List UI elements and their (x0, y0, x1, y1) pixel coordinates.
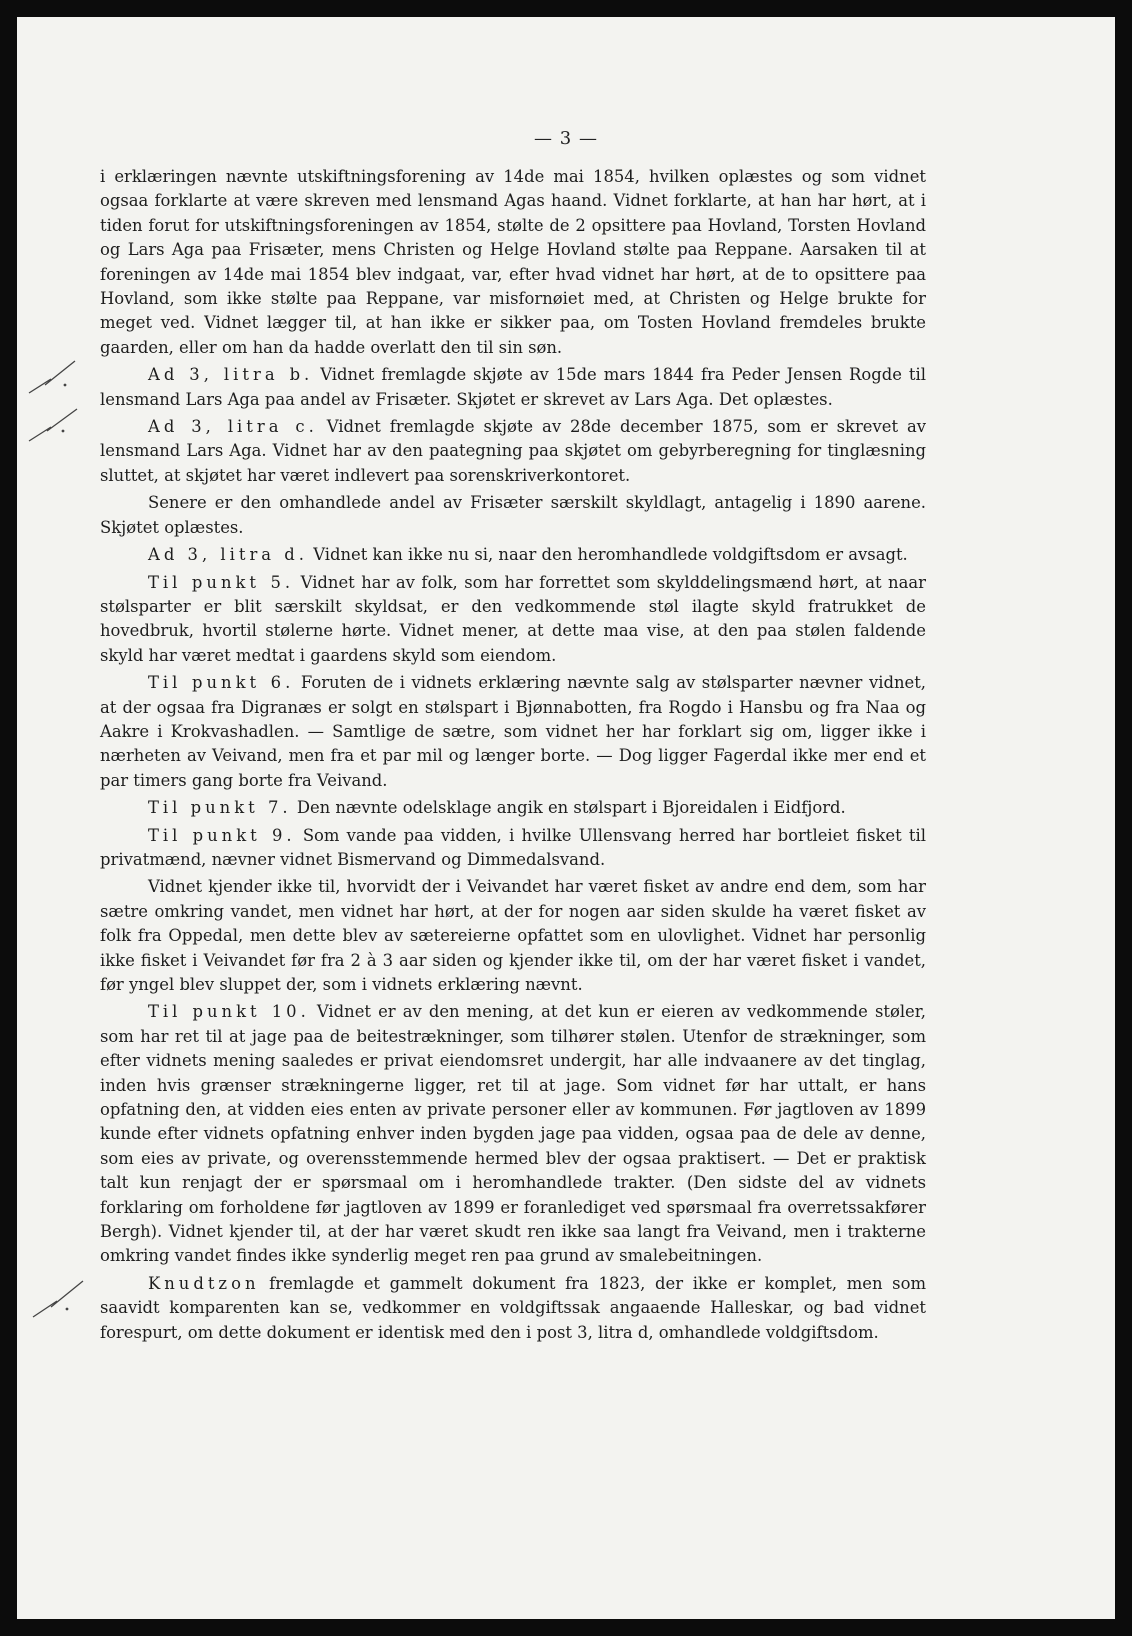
paragraph-lead: Ad 3, litra c. (148, 417, 318, 437)
paragraph-lead: Til punkt 9. (148, 825, 296, 845)
paragraph-text: Foruten de i vidnets erklæring nævnte salg av stølsparter nævner vidnet, at der ogsaa fra Digranæs er solgt en stølspart i Bjønnabotten, fra Rogdo i Hansbu og fra Naa og Aakre i Krokvashadlen. — Samtlige de sætre, som vidnet her har forklart sig om, ligger ikke i nærheten av Veivand, men fra et par mil og længer borte. — Dog ligger Fagerdal ikke mer end et par timers gang borte fra Veivand. (100, 673, 926, 790)
paragraph-4 (100, 491, 926, 540)
paragraph-text: Vidnet kjender ikke til, hvorvidt der i Veivandet har været fisket av andre end dem, som har sætre omkring vandet, men vidnet har hørt, at der for nogen aar siden skulde ha været fisket av folk fra Oppedal, men dette blev av sætereierne opfattet som en ulovlighet. Vidnet har personlig ikke fisket i Veivandet før fra 2 à 3 aar siden og kjender ikke til, om der har været fisket i vandet, før yngel blev sluppet der, som i vidnets erklæring nævnt. (100, 877, 926, 994)
paragraph-5 (100, 543, 926, 567)
paragraph-7 (100, 671, 926, 793)
margin-checkmark-icon (29, 1279, 89, 1319)
paragraph-text: i erklæringen nævnte utskiftningsforening av 14de mai 1854, hvilken oplæstes og som vidnet ogsaa forklarte at være skreven med lensmand Agas haand. Vidnet forklarte, at han har hørt, at i tiden forut for utskiftningsforeningen av 1854, stølte de 2 opsittere paa Hovland, Torsten Hovland og Lars Aga paa Frisæter, mens Christen og Helge Hovland stølte paa Reppane. Aarsaken til at foreningen av 14de mai 1854 blev indgaat, var, efter hvad vidnet har hørt, at de to opsittere paa Hovland, som ikke stølte paa Reppane, var misfornøiet med, at Christen og Helge brukte for meget ved. Vidnet lægger til, at han ikke er sikker paa, om Tosten Hovland fremdeles brukte gaarden, eller om han da hadde overlatt den til sin søn. (100, 167, 926, 357)
margin-checkmark-icon (25, 357, 85, 397)
paragraph-lead: Ad 3, litra b. (148, 365, 314, 385)
paragraph-lead: Knudtzon (148, 1273, 260, 1293)
body-text (100, 165, 926, 1348)
paragraph-9 (100, 824, 926, 873)
paragraph-3 (100, 415, 926, 488)
paragraph-text: Vidnet har av folk, som har forrettet som skylddelingsmænd hørt, at naar stølsparter er blit særskilt skyldsat, er den vedkommende støl ilagte skyld fratrukket de hovedbruk, hvortil stølerne hørte. Vidnet mener, at dette maa vise, at den paa stølen faldende skyld har været medtat i gaardens skyld som eiendom. (100, 572, 926, 665)
paragraph-lead: Ad 3, litra d. (148, 545, 308, 565)
paragraph-text: Vidnet er av den mening, at det kun er eieren av vedkommende støler, som har ret til at jage paa de beitestrækninger, som tilhører stølen. Utenfor de strækninger, som efter vidnets mening saaledes er privat eiendomsret undergit, har alle indvaanere av det tinglag, inden hvis grænser strækningerne ligger, ret til at jage. Som vidnet før har uttalt, er hans opfatning den, at vidden eies enten av private personer eller av kommunen. Før jagtloven av 1899 kunde efter vidnets opfatning enhver inden bygden jage paa vidden, ogsaa paa de dele av denne, som eies av private, og overensstemmende hermed blev der ogsaa praktisert. — Det er praktisk talt kun renjagt der er spørsmaal om i heromhandlede trakter. (Den sidste del av vidnets forklaring om forholdene før jagtloven av 1899 er foranlediget ved spørsmaal fra overretssakfører Bergh). Vidnet kjender til, at der har været skudt ren ikke saa langt fra Veivand, men i trakterne omkring vandet findes ikke synderlig meget ren paa grund av smalebeitningen. (100, 1002, 927, 1266)
paragraph-text: fremlagde et gammelt dokument fra 1823, der ikke er komplet, men som saavidt komparenten kan se, vedkommer en voldgiftssak angaaende Halleskar, og bad vidnet forespurt, om dette dokument er identisk med den i post 3, litra d, omhandlede voldgiftsdom. (100, 1273, 926, 1342)
paragraph-text: Vidnet fremlagde skjøte av 15de mars 1844 fra Peder Jensen Rogde til lensmand Lars Aga paa andel av Frisæter. Skjøtet er skrevet av Lars Aga. Det oplæstes. (100, 365, 926, 409)
page-number: — 3 — (534, 128, 598, 149)
paragraph-8 (100, 796, 926, 820)
paragraph-text: Som vande paa vidden, i hvilke Ullensvang herred har bortleiet fisket til privatmænd, nævner vidnet Bismervand og Dimmedalsvand. (100, 825, 926, 869)
paragraph-text: Vidnet fremlagde skjøte av 28de december 1875, som er skrevet av lensmand Lars Aga. Vidnet har av den paategning paa skjøtet om gebyrberegning for tinglæsning sluttet, at skjøtet har været indlevert paa sorenskriverkontoret. (100, 417, 926, 485)
paragraph-1 (100, 165, 926, 360)
paragraph-text: Senere er den omhandlede andel av Frisæter særskilt skyldlagt, antagelig i 1890 aarene. Skjøtet oplæstes. (100, 493, 926, 537)
paragraph-2 (100, 363, 926, 412)
paragraph-10 (100, 875, 926, 997)
paragraph-12 (100, 1272, 926, 1345)
paragraph-text: Den nævnte odelsklage angik en stølspart i Bjoreidalen i Eidfjord. (291, 798, 846, 818)
paragraph-lead: Til punkt 6. (148, 673, 295, 693)
paragraph-6 (100, 571, 926, 669)
paragraph-lead: Til punkt 5. (148, 572, 295, 592)
paragraph-text: Vidnet kan ikke nu si, naar den heromhandlede voldgiftsdom er avsagt. (307, 545, 908, 565)
paragraph-lead: Til punkt 7. (148, 798, 292, 818)
document-page (17, 17, 1115, 1619)
paragraph-lead: Til punkt 10. (148, 1002, 310, 1022)
margin-checkmark-icon (25, 405, 85, 445)
paragraph-11 (100, 1000, 926, 1268)
